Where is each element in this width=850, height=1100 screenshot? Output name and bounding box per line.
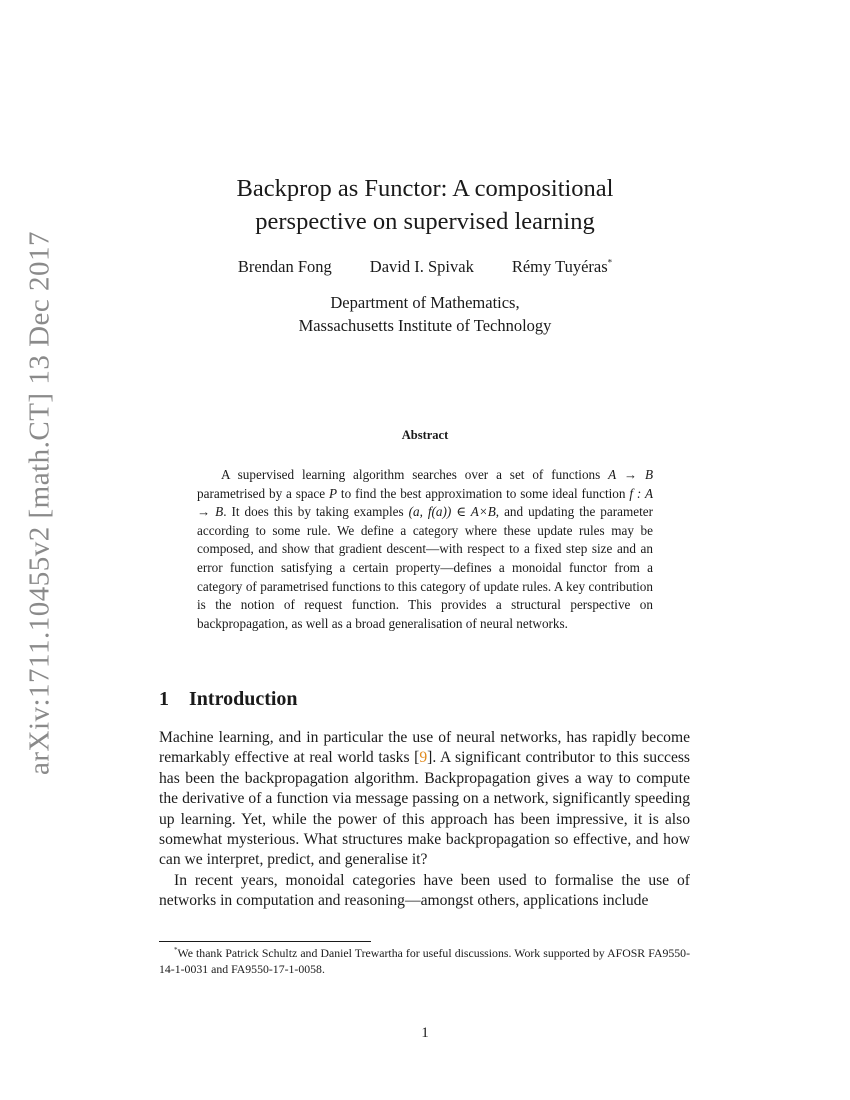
math-expression: (a, f(a)) ∈ A×B bbox=[408, 504, 496, 520]
section-heading-introduction bbox=[159, 688, 298, 711]
author-name: Brendan Fong bbox=[237, 257, 332, 276]
section-title: Introduction bbox=[189, 688, 298, 710]
introduction-text bbox=[159, 728, 690, 912]
page-number: 1 bbox=[421, 1025, 429, 1041]
footnote-marker[interactable]: * bbox=[607, 257, 613, 268]
math-expression: P bbox=[328, 485, 338, 501]
paper-title-line-1: Backprop as Functor: A compositional bbox=[236, 175, 614, 202]
footnote-divider bbox=[159, 941, 371, 942]
paper-title-line-2: perspective on supervised learning bbox=[255, 208, 595, 235]
paragraph: In recent years, monoidal categories have been used to formalise the use of networks in computation and reasoning—amongst others, applications include bbox=[159, 871, 690, 910]
paragraph: Machine learning, and in particular the use of neural networks, has rapidly become remarkably effective at real world tasks [9]. A significant contributor to this success has been the backpropagation algorithm. Backpropagation gives a way to compute the derivative of a function via message passing on a network, significantly speeding up learning. Yet, while the power of this approach has been impressive, it is also somewhat mysterious. What structures make backpropagation so effective, and how can we interpret, predict, and generalise it? bbox=[159, 729, 691, 869]
author-name: David I. Spivak bbox=[369, 257, 474, 276]
section-number: 1 bbox=[159, 688, 169, 710]
affiliation-line-1: Department of Mathematics, bbox=[330, 293, 520, 312]
math-expression: A → B bbox=[608, 467, 653, 482]
footnote-marker: * bbox=[174, 946, 178, 955]
abstract-body: A supervised learning algorithm searches over a set of functions A → B parametrised by a space P to find the best approximation to some ideal function f : A → B. It does this by taking examples (a, f(a)) ∈ A×B, and updating the parameter according to some rule. We define a category where these update rules may be composed, and show that gradient descent—with respect to a fixed step size and an error function satisfying a certain property—defines a monoidal functor from a category of parametrised functions to this category of update rules. A key contribution is the notion of request function. This provides a structural perspective on backpropagation, as well as a broad generalisation of neural networks. bbox=[197, 467, 654, 631]
math-expression: f : A → B bbox=[197, 485, 654, 520]
paper-title bbox=[160, 172, 690, 238]
arxiv-identifier-text: arXiv:1711.10455v2 [math.CT] 13 Dec 2017 bbox=[23, 230, 56, 776]
abstract-heading: Abstract bbox=[401, 428, 449, 442]
footnote-text: We thank Patrick Schultz and Daniel Trewartha for useful discussions. Work supported by AFOSR FA9550-14-1-0031 and FA9550-17-1-0058. bbox=[159, 946, 690, 976]
affiliation-line-2: Massachusetts Institute of Technology bbox=[298, 315, 552, 335]
arxiv-identifier-stamp bbox=[20, 230, 60, 776]
author-name: Rémy Tuyéras* bbox=[511, 257, 613, 276]
footnote bbox=[159, 945, 690, 977]
author-list bbox=[160, 256, 690, 278]
author-affiliation bbox=[160, 292, 690, 337]
citation-link[interactable]: 9 bbox=[419, 749, 428, 767]
